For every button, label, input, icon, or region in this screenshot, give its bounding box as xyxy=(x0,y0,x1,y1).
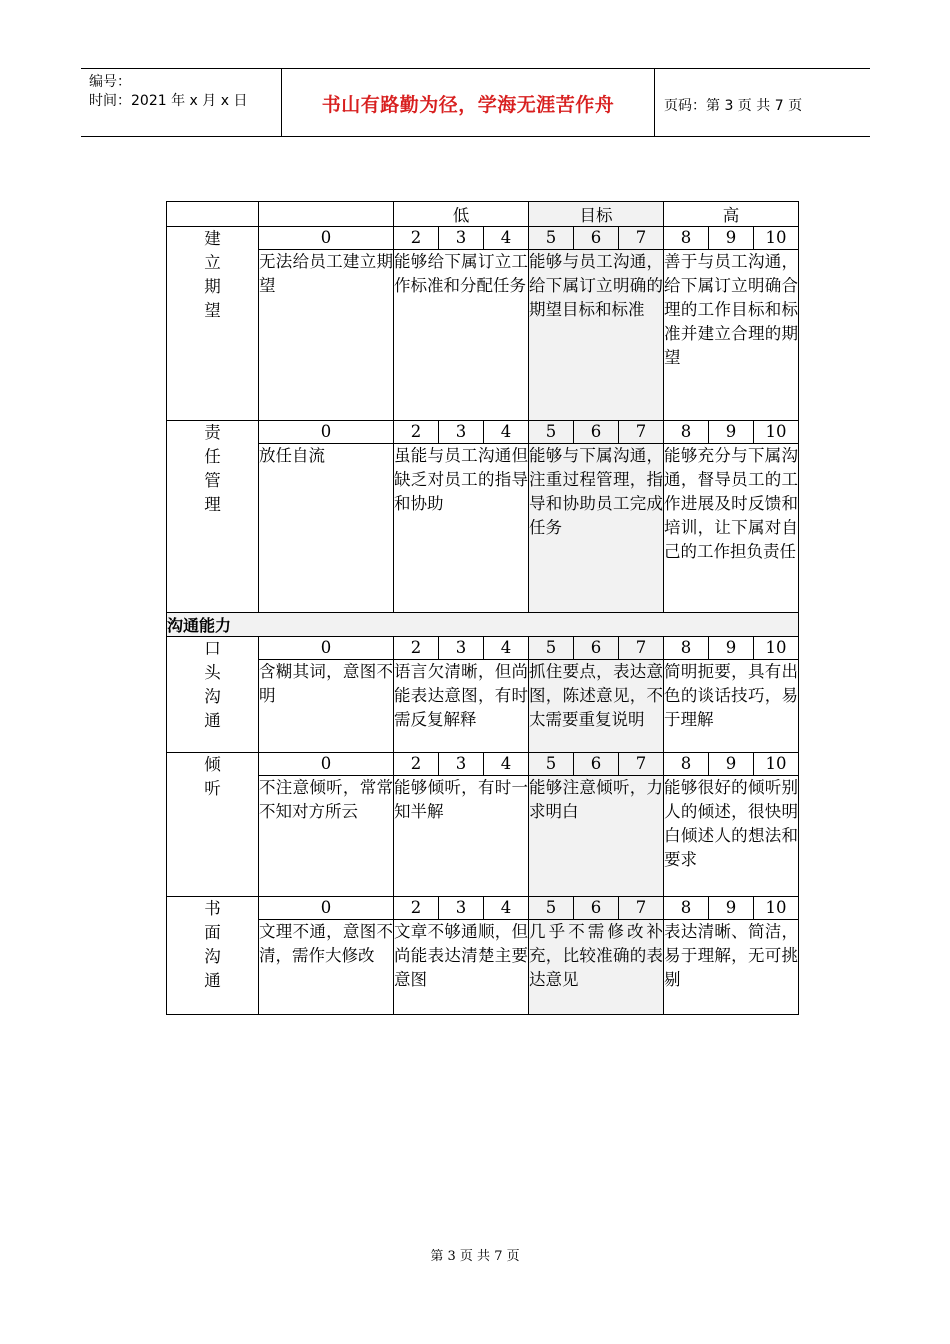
row-label-cell xyxy=(167,637,259,753)
row-label-cell xyxy=(167,753,259,897)
description-row xyxy=(167,660,799,753)
score-cell: 10 xyxy=(754,753,799,776)
score-cell: 4 xyxy=(484,897,529,920)
score-cell: 3 xyxy=(439,421,484,444)
score-cell: 10 xyxy=(754,421,799,444)
description-low0: 含糊其词，意图不明 xyxy=(259,660,394,753)
score-cell: 10 xyxy=(754,637,799,660)
description-low0: 放任自流 xyxy=(259,444,394,613)
score-cell: 6 xyxy=(574,897,619,920)
score-cell: 8 xyxy=(664,897,709,920)
score-cell: 0 xyxy=(259,227,394,250)
description-row xyxy=(167,920,799,1015)
level-header-row xyxy=(167,202,799,227)
description-row xyxy=(167,444,799,613)
score-cell: 3 xyxy=(439,637,484,660)
row-label-cell xyxy=(167,897,259,1015)
score-cell: 9 xyxy=(709,421,754,444)
score-cell: 7 xyxy=(619,897,664,920)
description-low: 虽能与员工沟通但缺乏对员工的指导和协助 xyxy=(394,444,529,613)
score-cell: 6 xyxy=(574,637,619,660)
score-cell: 4 xyxy=(484,421,529,444)
header-meta xyxy=(89,73,247,111)
score-cell: 7 xyxy=(619,421,664,444)
description-high: 表达清晰、简洁，易于理解，无可挑剔 xyxy=(664,920,799,1015)
row-label: 责任管理 xyxy=(204,423,221,514)
score-cell: 0 xyxy=(259,897,394,920)
description-row xyxy=(167,250,799,421)
score-cell: 2 xyxy=(394,897,439,920)
page-header xyxy=(81,68,870,137)
score-cell: 9 xyxy=(709,227,754,250)
score-cell: 5 xyxy=(529,421,574,444)
score-row xyxy=(167,897,799,920)
score-cell: 5 xyxy=(529,897,574,920)
score-row xyxy=(167,227,799,250)
score-cell: 3 xyxy=(439,227,484,250)
row-label: 书面沟通 xyxy=(204,899,221,990)
score-cell: 8 xyxy=(664,753,709,776)
score-row xyxy=(167,637,799,660)
score-cell: 8 xyxy=(664,637,709,660)
score-cell: 6 xyxy=(574,753,619,776)
description-high: 简明扼要，具有出色的谈话技巧，易于理解 xyxy=(664,660,799,753)
score-cell: 4 xyxy=(484,227,529,250)
score-cell: 10 xyxy=(754,227,799,250)
section-row xyxy=(167,613,799,637)
score-row xyxy=(167,421,799,444)
score-cell: 7 xyxy=(619,227,664,250)
score-cell: 7 xyxy=(619,637,664,660)
header-motto: 书山有路勤为径，学海无涯苦作舟 xyxy=(321,94,615,116)
header-page-info: 页码：第 3 页 共 7 页 xyxy=(664,98,803,114)
score-cell: 5 xyxy=(529,753,574,776)
description-target: 能够与员工沟通，给下属订立明确的期望目标和标准 xyxy=(529,250,664,421)
corner-cell xyxy=(167,202,259,227)
score-cell: 7 xyxy=(619,753,664,776)
description-high: 能够充分与下属沟通，督导员工的工作进展及时反馈和培训，让下属对自己的工作担负责任 xyxy=(664,444,799,613)
description-target: 能够与下属沟通，注重过程管理，指导和协助员工完成任务 xyxy=(529,444,664,613)
score-cell: 9 xyxy=(709,897,754,920)
level-high: 高 xyxy=(664,202,799,227)
score-cell: 2 xyxy=(394,753,439,776)
level-target: 目标 xyxy=(529,202,664,227)
score-cell: 4 xyxy=(484,637,529,660)
score-cell: 6 xyxy=(574,421,619,444)
score-cell: 0 xyxy=(259,637,394,660)
score-cell: 3 xyxy=(439,897,484,920)
row-label: 口头沟通 xyxy=(204,639,221,730)
score-cell: 6 xyxy=(574,227,619,250)
score-cell: 0 xyxy=(259,753,394,776)
description-high: 善于与员工沟通，给下属订立明确合理的工作目标和标准并建立合理的期望 xyxy=(664,250,799,421)
description-target: 几乎不需修改补充，比较准确的表达意见 xyxy=(529,920,664,1015)
score-cell: 0 xyxy=(259,421,394,444)
score-cell: 3 xyxy=(439,753,484,776)
description-target: 抓住要点，表达意图，陈述意见，不太需要重复说明 xyxy=(529,660,664,753)
row-label-cell xyxy=(167,227,259,421)
score-cell: 8 xyxy=(664,421,709,444)
level-low: 低 xyxy=(394,202,529,227)
score-cell: 8 xyxy=(664,227,709,250)
score-cell: 2 xyxy=(394,637,439,660)
description-low0: 文理不通，意图不清，需作大修改 xyxy=(259,920,394,1015)
score-cell: 5 xyxy=(529,227,574,250)
description-low0: 无法给员工建立期望 xyxy=(259,250,394,421)
description-low: 语言欠清晰，但尚能表达意图，有时需反复解释 xyxy=(394,660,529,753)
score-cell: 5 xyxy=(529,637,574,660)
description-low: 文章不够通顺，但尚能表达清楚主要意图 xyxy=(394,920,529,1015)
header-divider xyxy=(654,69,655,136)
score-cell: 9 xyxy=(709,637,754,660)
description-low: 能够倾听，有时一知半解 xyxy=(394,776,529,897)
serial-label: 编号： xyxy=(89,74,131,90)
row-label: 倾听 xyxy=(204,755,221,798)
score-cell: 9 xyxy=(709,753,754,776)
blank-header-cell xyxy=(259,202,394,227)
description-row xyxy=(167,776,799,897)
page-footer: 第 3 页 共 7 页 xyxy=(430,1249,520,1264)
evaluation-table xyxy=(166,201,799,1015)
description-low0: 不注意倾听，常常不知对方所云 xyxy=(259,776,394,897)
score-cell: 4 xyxy=(484,753,529,776)
row-label-cell xyxy=(167,421,259,613)
section-title: 沟通能力 xyxy=(167,613,799,637)
score-cell: 2 xyxy=(394,227,439,250)
description-high: 能够很好的倾听别人的倾述，很快明白倾述人的想法和要求 xyxy=(664,776,799,897)
score-cell: 2 xyxy=(394,421,439,444)
description-low: 能够给下属订立工作标准和分配任务 xyxy=(394,250,529,421)
date-label: 时间：2021 年 x 月 x 日 xyxy=(89,93,248,109)
row-label: 建立期望 xyxy=(204,229,221,320)
score-row xyxy=(167,753,799,776)
description-target: 能够注意倾听，力求明白 xyxy=(529,776,664,897)
score-cell: 10 xyxy=(754,897,799,920)
